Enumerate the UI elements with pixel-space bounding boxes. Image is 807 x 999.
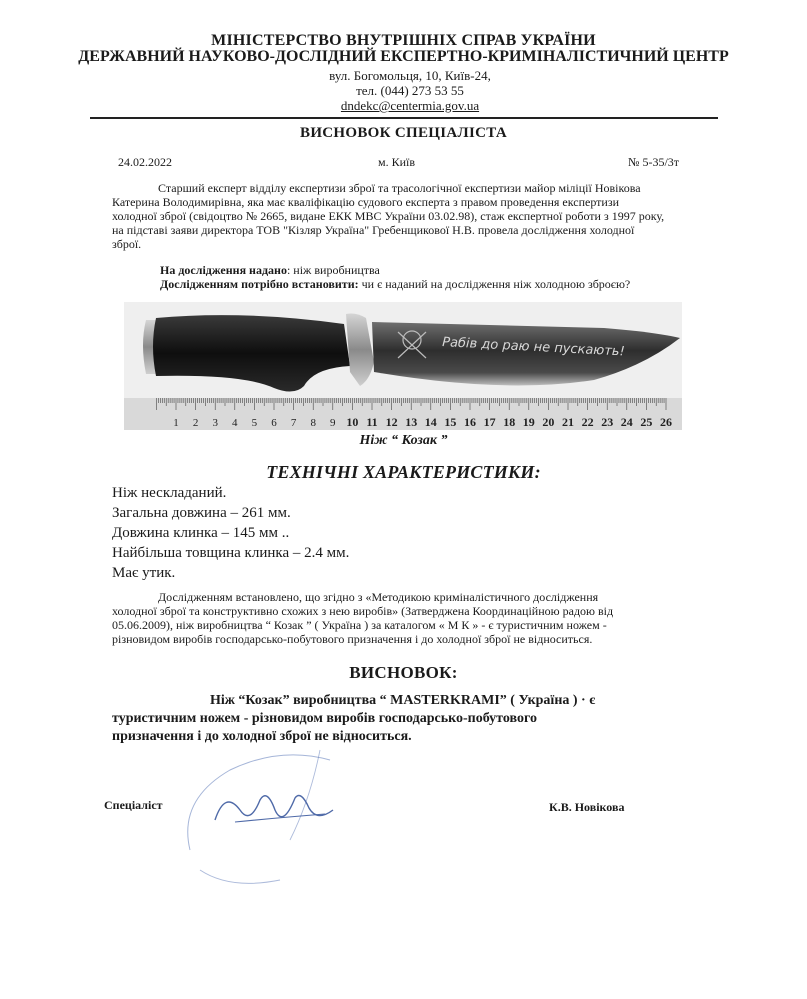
ruler-number: 15	[444, 415, 457, 429]
ruler-number: 23	[601, 415, 614, 429]
phone-line: тел. (044) 273 53 55	[356, 83, 464, 98]
provided-line	[160, 263, 700, 277]
document-city: м. Київ	[378, 155, 416, 169]
tech-title: ТЕХНІЧНІ ХАРАКТЕРИСТИКИ:	[266, 462, 541, 482]
conclusion-line-3: призначення і до холодної зброї не відноситься.	[112, 729, 412, 744]
ruler-number: 24	[620, 415, 633, 429]
ruler-number: 13	[405, 415, 418, 429]
tech-item: Найбільша товщина клинка – 2.4 мм.	[112, 545, 350, 561]
ruler-number: 14	[424, 415, 437, 429]
ruler-number: 1	[173, 417, 179, 429]
conclusion-line-2: туристичним ножем - різновидом виробів господарсько-побутового	[112, 711, 537, 726]
ruler-number: 25	[640, 415, 653, 429]
findings-line-3: 05.06.2009), ніж виробництва “ Козак ” ( Україна ) за каталогом « М К » - є туристичним ножем -	[112, 618, 607, 632]
intro-line-3: холодної зброї (свідоцтво № 2665, видане ЕКК МВС України 03.02.98), стаж експертної роботи з 1997 року,	[112, 209, 665, 223]
ruler-number: 10	[346, 415, 359, 429]
question-line	[160, 277, 700, 291]
ruler-number: 3	[212, 417, 218, 429]
ruler-number: 18	[503, 415, 516, 429]
ruler-number: 21	[562, 415, 574, 429]
findings-line-4: різновидом виробів господарсько-побутового призначення і до холодної зброї не відноситься.	[112, 632, 593, 646]
intro-line-2: Катерина Володимирівна, яка має кваліфікацію судового експерта з правом проведення експертизи	[112, 195, 619, 209]
blade-engraving: Рабів до раю не пускають!	[441, 335, 626, 360]
knife-photo	[124, 302, 682, 430]
knife-illustration	[124, 302, 682, 430]
conclusion-line-1: Ніж “Козак” виробництва “ MASTERKRAMI” ( Україна ) · є	[210, 693, 596, 708]
question-value: чи є наданий на дослідження ніж холодною зброєю?	[358, 277, 631, 291]
ruler-number: 22	[581, 415, 594, 429]
tech-item: Загальна довжина – 261 мм.	[112, 505, 291, 521]
document-date: 24.02.2022	[118, 155, 172, 169]
ruler-number: 2	[192, 417, 199, 429]
header-rule	[90, 117, 718, 119]
question-label: Дослідженням потрібно встановити:	[160, 277, 359, 291]
ruler-number: 8	[310, 417, 316, 429]
handle	[153, 315, 350, 391]
signature-role: Спеціаліст	[104, 798, 163, 812]
signature-name: К.В. Новікова	[549, 800, 625, 814]
center-heading: ДЕРЖАВНИЙ НАУКОВО-ДОСЛІДНИЙ ЕКСПЕРТНО-КРИМІНАЛІСТИЧНИЙ ЦЕНТР	[78, 48, 729, 65]
ruler-number: 6	[271, 417, 277, 429]
findings-line-2: холодної зброї та конструктивно схожих з нею виробів» (Затверджена Координаційною радою від	[112, 604, 614, 618]
address-line: вул. Богомольця, 10, Київ-24,	[329, 68, 491, 83]
ruler-number: 5	[251, 417, 258, 429]
ruler-number: 7	[290, 417, 297, 429]
ruler-number: 19	[522, 415, 535, 429]
ruler-number: 9	[330, 417, 336, 429]
provided-value: : ніж виробництва	[286, 263, 380, 277]
intro-line-4: на підставі заяви директора ТОВ "Кізляр Україна" Гребенщикової Н.В. провела дослідження холодної	[112, 223, 635, 237]
photo-caption: Ніж “ Козак ”	[359, 433, 448, 448]
ministry-heading: МІНІСТЕРСТВО ВНУТРІШНІХ СПРАВ УКРАЇНИ	[211, 32, 596, 49]
ruler-number: 20	[542, 415, 555, 429]
tech-item: Довжина клинка – 145 мм ..	[112, 525, 290, 541]
document-title: ВИСНОВОК СПЕЦІАЛІСТА	[300, 125, 507, 141]
ruler	[124, 398, 682, 430]
ruler-number: 17	[483, 415, 496, 429]
findings-line-1: Дослідженням встановлено, що згідно з «Методикою криміналістичного дослідження	[158, 590, 599, 604]
intro-line-1: Старший експерт відділу експертизи зброї та трасологічної експертизи майор міліції Новікова	[158, 181, 641, 195]
tech-item: Ніж нескладаний.	[112, 485, 227, 501]
intro-line-5: зброї.	[112, 237, 142, 251]
signature-mark-icon	[205, 770, 345, 840]
ruler-number: 26	[660, 415, 672, 429]
tech-item: Має утик.	[112, 565, 176, 581]
email-link[interactable]: dndekc@centermia.gov.ua	[340, 98, 480, 113]
provided-label: На дослідження надано	[160, 263, 287, 277]
conclusion-title: ВИСНОВОК:	[349, 663, 458, 682]
ruler-number: 4	[232, 417, 238, 429]
ruler-number: 11	[366, 415, 378, 429]
ruler-number: 12	[385, 415, 398, 429]
ruler-number: 16	[464, 415, 476, 429]
document-number: № 5-35/3т	[628, 155, 680, 169]
guard	[346, 314, 374, 387]
